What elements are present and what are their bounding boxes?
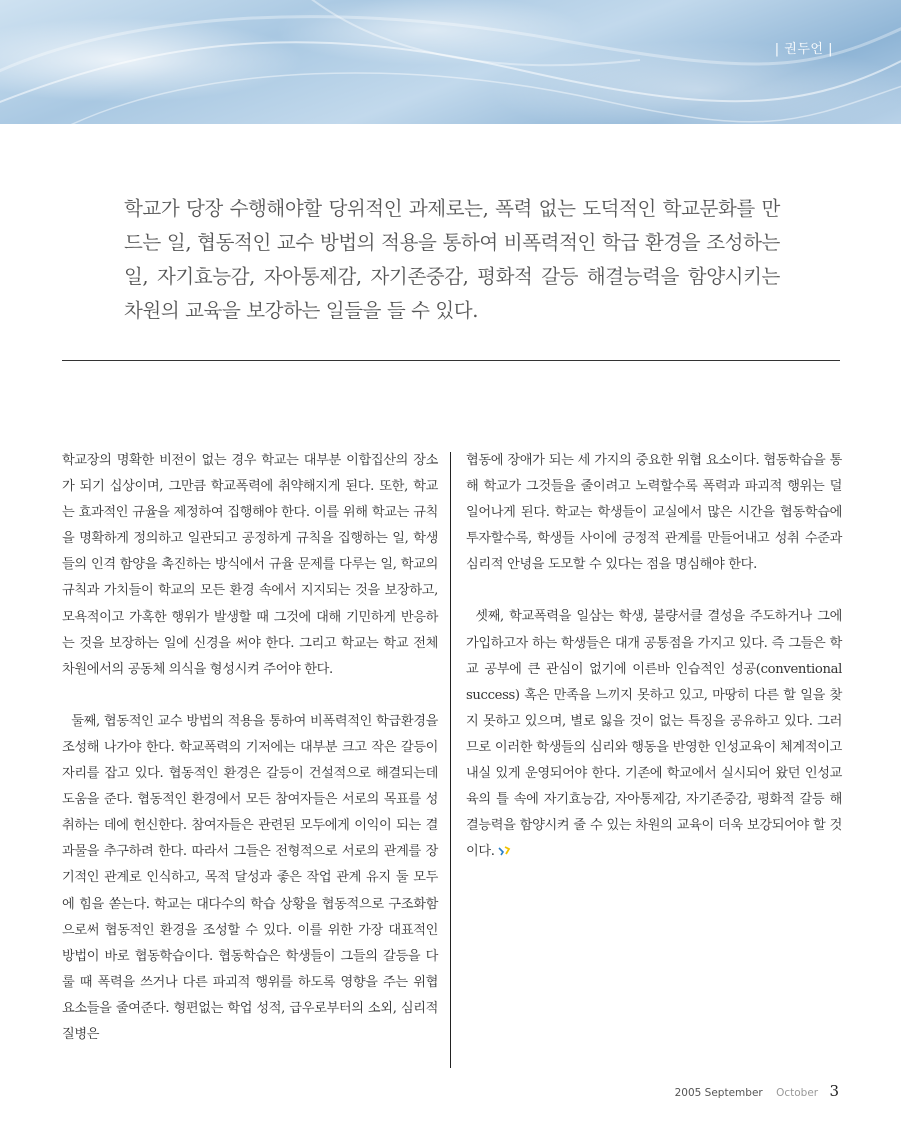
- paragraph-text: 셋째, 학교폭력을 일삼는 학생, 불량서클 결성을 주도하거나 그에 가입하고자 하는 학생들은 대개 공통점을 가지고 있다. 즉 그들은 학교 공부에 큰 관심이 없기에 이른바 인습적인 성공(conventional success) 혹은 만족을 느끼지 못하고 있고, 마땅히 다른 할 일을 찾지 못하고 있으며, 별로 잃을 것이 없는 특징을 공유하고 있다. 그러므로 이러한 학생들의 심리와 행동을 반영한 인성교육이 체계적이고 내실 있게 운영되어야 한다. 기존에 학교에서 실시되어 왔던 인성교육의 틀 속에 자기효능감, 자아통제감, 자기존중감, 평화적 갈등 해결능력을 함양시켜 줄 수 있는 차원의 교육이 더욱 보강되어야 할 것이다.: [466, 609, 842, 860]
- paragraph: 둘째, 협동적인 교수 방법의 적용을 통하여 비폭력적인 학급환경을 조성해 나가야 한다. 학교폭력의 기저에는 대부분 크고 작은 갈등이 자리를 잡고 있다. 협동적인 환경은 갈등이 건설적으로 해결되는데 도움을 준다. 협동적인 환경에서 모든 참여자들은 서로의 목표를 성취하는 데에 헌신한다. 참여자들은 관련된 모두에게 이익이 되는 결과물을 추구하려 한다. 따라서 그들은 전형적으로 서로의 관계를 장기적인 관계로 인식하고, 목적 달성과 좋은 작업 관계 유지 둘 모두에 힘을 쏟는다. 학교는 대다수의 학습 상황을 협동적으로 구조화함으로써 협동적인 환경을 조성할 수 있다. 이를 위한 가장 대표적인 방법이 바로 협동학습이다. 협동학습은 학생들이 그들의 갈등을 다룰 때 폭력을 쓰거나 다른 파괴적 행위를 하도록 영향을 주는 위협 요소들을 줄여준다. 형편없는 학업 성적, 급우로부터의 소외, 심리적 질병은: [62, 713, 438, 1042]
- right-column: [466, 448, 842, 865]
- banner-swoosh-graphic: [0, 0, 901, 124]
- paragraph-final: [466, 604, 842, 865]
- page-number: 3: [829, 1082, 839, 1100]
- paragraph: 협동에 장애가 되는 세 가지의 중요한 위협 요소이다. 협동학습을 통해 학교가 그것들을 줄이려고 노력할수록 폭력과 파괴적 행위는 덜 일어나게 된다. 학교는 학생들이 교실에서 많은 시간을 협동학습에 투자할수록, 학생들 사이에 긍정적 관계를 만들어내고 성취 수준과 심리적 안녕을 도모할 수 있다는 점을 명심해야 한다.: [466, 453, 842, 573]
- pull-quote: [124, 192, 780, 328]
- section-tag: | 권두언 |: [774, 42, 833, 57]
- left-column: [62, 448, 438, 1048]
- page-footer: [675, 1082, 839, 1100]
- paragraph: 학교장의 명확한 비전이 없는 경우 학교는 대부분 이합집산의 장소가 되기 십상이며, 그만큼 학교폭력에 취약해지게 된다. 또한, 학교는 효과적인 규율을 제정하여 집행해야 한다. 이를 위해 학교는 규칙을 명확하게 정의하고 일관되고 공정하게 규칙을 집행하는 일, 학생들의 인격 함양을 촉진하는 방식에서 규율 문제를 다루는 일, 학교의 규칙과 가치들이 학교의 모든 환경 속에서 지지되는 것을 보장하고, 모욕적이고 가혹한 행위가 발생할 때 그것에 대해 기민하게 반응하는 것을 보장하는 일에 신경을 써야 한다. 그리고 학교는 학교 전체 차원에서의 공동체 의식을 형성시켜 주어야 한다.: [62, 453, 438, 677]
- pull-quote-text: 학교가 당장 수행해야할 당위적인 과제로는, 폭력 없는 도덕적인 학교문화를 만드는 일, 협동적인 교수 방법의 적용을 통하여 비폭력적인 학급 환경을 조성하는 일, 자기효능감, 자아통제감, 자기존중감, 평화적 갈등 해결능력을 함양시키는 차원의 교육을 보강하는 일들을 들 수 있다.: [124, 197, 780, 322]
- issue-date: 2005 September: [674, 1087, 763, 1099]
- header-banner: [0, 0, 901, 124]
- end-mark-icon: [498, 846, 511, 856]
- column-divider: [450, 452, 451, 1068]
- issue-month: October: [776, 1087, 819, 1099]
- horizontal-divider: [62, 360, 840, 361]
